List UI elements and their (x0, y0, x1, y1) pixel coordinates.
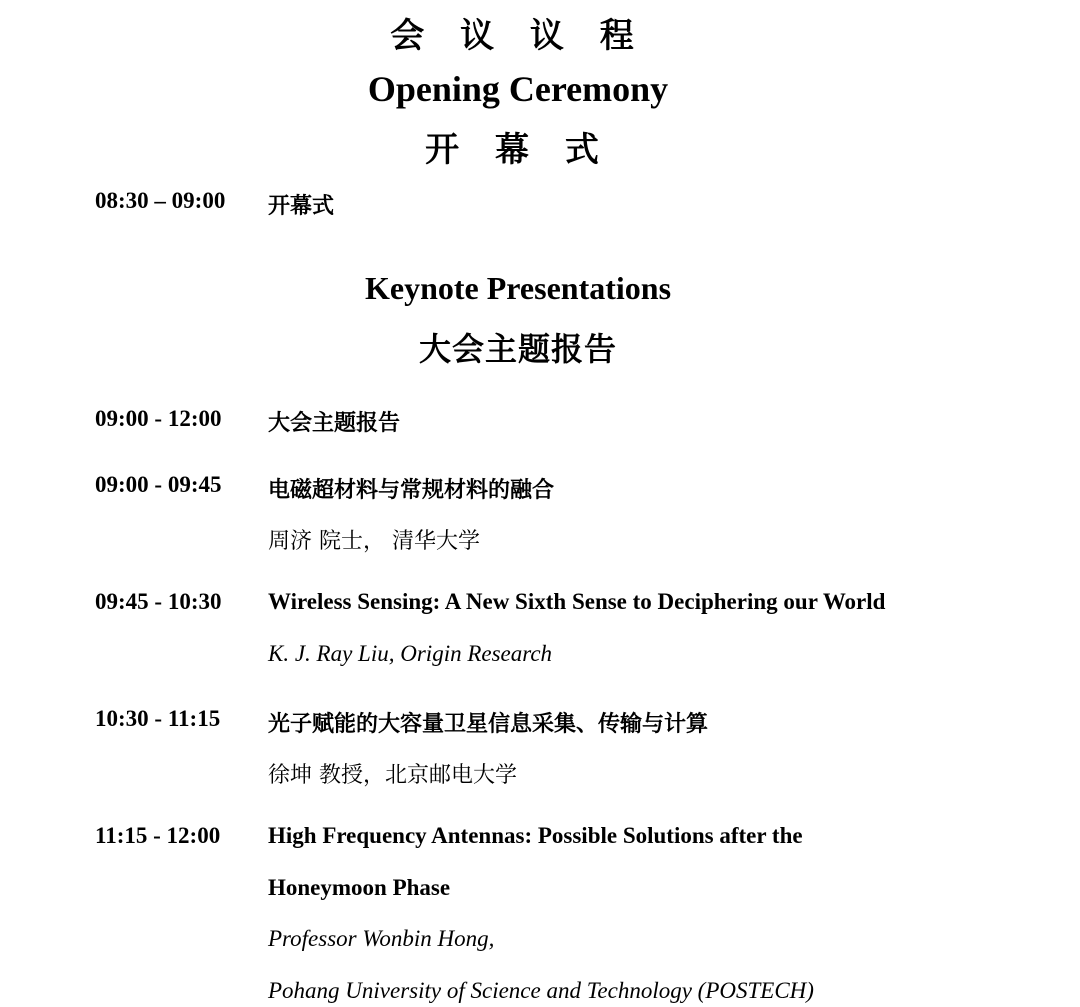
session-speaker: 徐坤 教授，北京邮电大学 (268, 763, 517, 788)
session-speaker-affiliation: Pohang University of Science and Technology (POSTECH) (268, 978, 814, 1003)
session-title: 电磁超材料与常规材料的融合 (268, 478, 555, 503)
session-title: Wireless Sensing: A New Sixth Sense to Deciphering our World (268, 589, 886, 614)
session-speaker: 周济 院士， 清华大学 (268, 529, 480, 554)
opening-ceremony-title-en: Opening Ceremony (367, 69, 669, 109)
session-time: 10:30 - 11:15 (95, 706, 221, 731)
session-time: 09:00 - 09:45 (95, 472, 222, 497)
session-speaker: K. J. Ray Liu, Origin Research (268, 641, 553, 666)
keynote-title-cn: 大会主题报告 (418, 330, 617, 368)
session-title: High Frequency Antennas: Possible Solutions after the (268, 823, 803, 848)
opening-ceremony-title-cn: 开 幕 式 (425, 130, 611, 170)
keynote-title-en: Keynote Presentations (364, 270, 672, 306)
session-time: 09:00 - 12:00 (95, 406, 222, 431)
session-speaker: Professor Wonbin Hong, (268, 926, 495, 951)
session-title: 光子赋能的大容量卫星信息采集、传输与计算 (268, 712, 709, 737)
opening-time: 08:30 – 09:00 (95, 188, 226, 213)
session-title-continued: Honeymoon Phase (268, 875, 451, 900)
agenda-title: 会 议 议 程 (390, 16, 646, 56)
opening-title: 开幕式 (268, 194, 335, 219)
session-time: 09:45 - 10:30 (95, 589, 222, 614)
session-time: 11:15 - 12:00 (95, 823, 221, 848)
session-title: 大会主题报告 (268, 411, 401, 436)
